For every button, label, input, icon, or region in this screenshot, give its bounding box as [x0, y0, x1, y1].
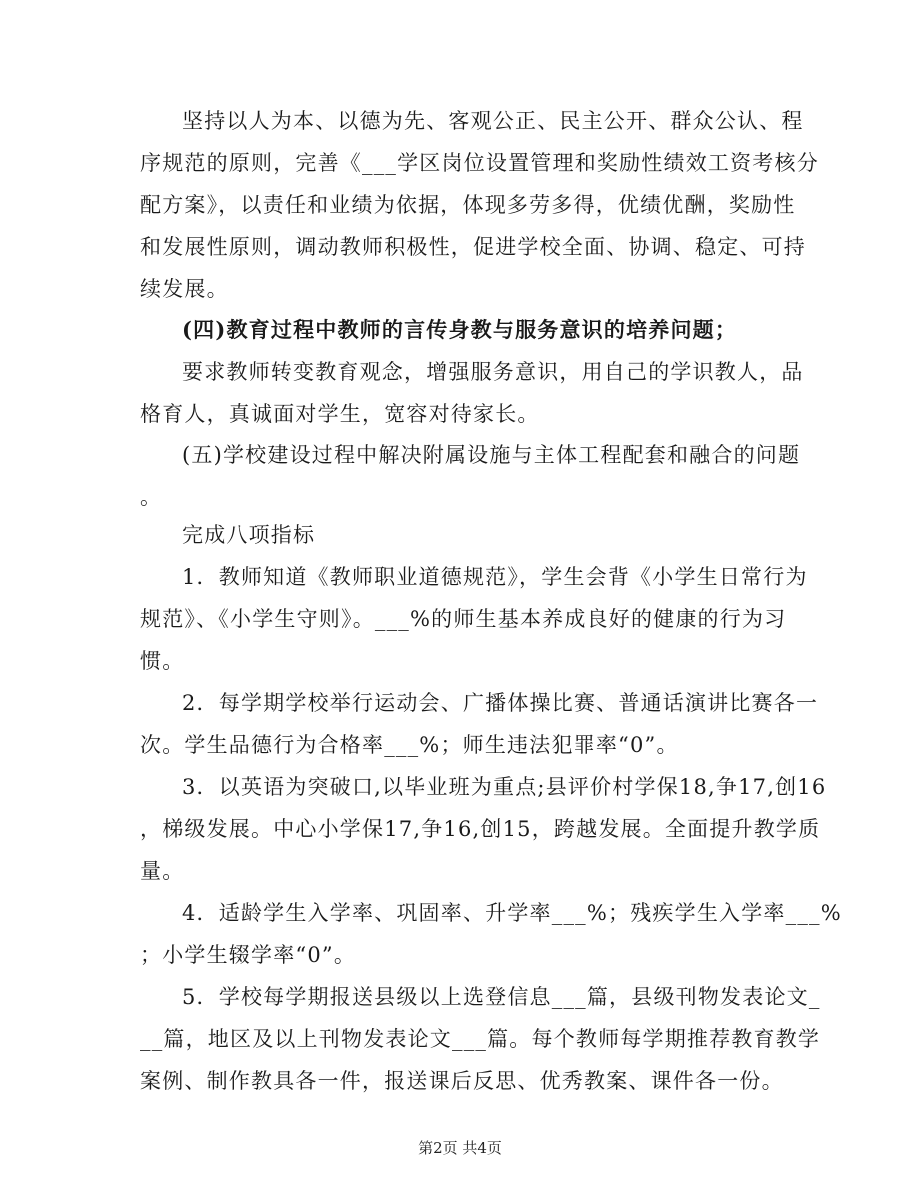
paragraph-line: 惯。 — [140, 649, 185, 673]
paragraph-line: ；小学生辍学率“0”。 — [140, 943, 357, 967]
paragraph-line: 规范》、《小学生守则》。___%的师生基本养成良好的健康的行为习 — [140, 607, 787, 631]
list-item-3: 3．以英语为突破口,以毕业班为重点;县评价村学保18,争17,创16 — [182, 775, 827, 799]
list-item-1: 1．教师知道《教师职业道德规范》，学生会背《小学生日常行为 — [182, 565, 808, 589]
list-item-2: 2．每学期学校举行运动会、广播体操比赛、普通话演讲比赛各一 — [182, 691, 819, 715]
paragraph-line: 。 — [140, 485, 163, 509]
paragraph-line: 配方案》，以责任和业绩为依据，体现多劳多得，优绩优酬，奖励性 — [140, 193, 796, 217]
paragraph-line: 和发展性原则，调动教师积极性，促进学校全面、协调、稳定、可持 — [140, 235, 806, 259]
section-heading-five: (五)学校建设过程中解决附属设施与主体工程配套和融合的问题 — [182, 443, 801, 467]
paragraph-line: 续发展。 — [140, 277, 229, 301]
paragraph-line: ，梯级发展。中心小学保17,争16,创15，跨越发展。全面提升教学质 — [140, 817, 821, 841]
paragraph-line: 案例、制作教具各一件，报送课后反思、优秀教案、课件各一份。 — [140, 1069, 784, 1093]
paragraph-line: 次。学生品德行为合格率___%；师生违法犯罪率“0”。 — [140, 733, 679, 757]
section-heading-indicators: 完成八项指标 — [182, 523, 316, 547]
paragraph-line: 格育人，真诚面对学生，宽容对待家长。 — [140, 402, 540, 426]
paragraph-line: 量。 — [140, 859, 185, 883]
list-item-5: 5．学校每学期报送县级以上选登信息___篇，县级刊物发表论文_ — [182, 985, 821, 1009]
paragraph-line-principles: 坚持以人为本、以德为先、客观公正、民主公开、群众公认、程 — [182, 109, 804, 133]
paragraph-line: 序规范的原则，完善《___学区岗位设置管理和奖励性绩效工资考核分 — [140, 151, 819, 175]
paragraph-line: 要求教师转变教育观念，增强服务意识，用自己的学识教人，品 — [182, 360, 804, 384]
section-heading-four: (四)教育过程中教师的言传身教与服务意识的培养问题； — [182, 317, 738, 342]
paragraph-line: __篇，地区及以上刊物发表论文___篇。每个教师每学期推荐教育教学 — [140, 1027, 821, 1051]
list-item-4: 4．适龄学生入学率、巩固率、升学率___%；残疾学生入学率___% — [182, 901, 842, 925]
page-number-footer: 第2页 共4页 — [418, 1139, 502, 1157]
